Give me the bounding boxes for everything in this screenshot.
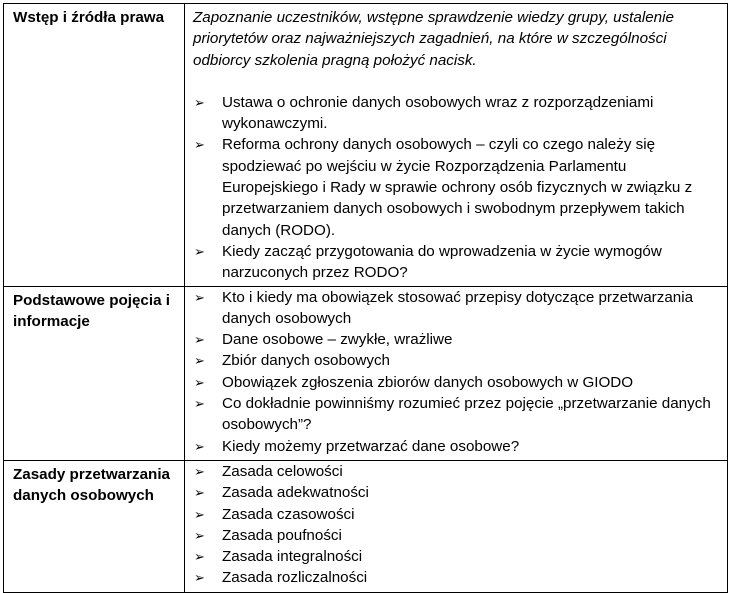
arrow-bullet-icon: ➢ — [194, 438, 205, 454]
list-item — [193, 372, 719, 393]
section-intro: Zapoznanie uczestników, wstępne sprawdzenie wiedzy grupy, ustalenie priorytetów oraz najważniejszych zagadnień, na które w szczególności odbiorcy szkolenia pragną położyć nacisk. — [193, 9, 674, 69]
arrow-bullet-icon: ➢ — [194, 94, 205, 110]
section-content — [185, 286, 728, 460]
arrow-bullet-icon: ➢ — [194, 289, 205, 305]
list-item-text: Zasada poufności — [222, 526, 342, 544]
list-item — [193, 504, 719, 525]
list-item-text: Zasada integralności — [222, 548, 363, 566]
list-item-text: Zasada rozliczalności — [222, 569, 368, 587]
section-topic: Wstęp i źródła prawa — [4, 4, 185, 287]
list-item-text: Zasada czasowości — [222, 505, 355, 523]
arrow-bullet-icon: ➢ — [194, 353, 205, 369]
arrow-bullet-icon: ➢ — [194, 463, 205, 479]
list-item-text: Dane osobowe – zwykłe, wrażliwe — [222, 331, 453, 349]
list-item-text: Zasada adekwatności — [222, 484, 369, 502]
arrow-bullet-icon: ➢ — [194, 396, 205, 412]
section-topic: Zasady przetwarzania danych osobowych — [4, 460, 185, 592]
list-item-text: Obowiązek zgłoszenia zbiorów danych osobowych w GIODO — [222, 373, 634, 391]
section-topic: Podstawowe pojęcia i informacje — [4, 286, 185, 460]
list-item — [193, 546, 719, 567]
list-item-text: Ustawa o ochronie danych osobowych wraz z rozporządzeniami wykonawczymi. — [222, 93, 654, 133]
arrow-bullet-icon: ➢ — [194, 243, 205, 259]
section-content — [185, 4, 728, 287]
list-item — [193, 482, 719, 503]
table-row — [4, 460, 728, 592]
list-item — [193, 134, 719, 240]
arrow-bullet-icon: ➢ — [194, 570, 205, 586]
list-item — [193, 393, 719, 436]
table-row — [4, 4, 728, 287]
list-item — [193, 329, 719, 350]
list-item-text: Zasada celowości — [222, 462, 343, 480]
arrow-bullet-icon: ➢ — [194, 527, 205, 543]
list-item — [193, 241, 719, 284]
table-row — [4, 286, 728, 460]
list-item-text: Zbiór danych osobowych — [222, 352, 390, 370]
arrow-bullet-icon: ➢ — [194, 549, 205, 565]
list-item-text: Reforma ochrony danych osobowych – czyli co czego należy się spodziewać po wejściu w życie Rozporządzenia Parlamentu Europejskiego i Rady w sprawie ochrony osób fizycznych w związku z przetwarzaniem danych osobowych i swobodnym przepływem takich danych (RODO). — [222, 136, 693, 239]
list-item — [193, 350, 719, 371]
list-item-text: Kiedy możemy przetwarzać dane osobowe? — [222, 437, 520, 455]
list-item — [193, 567, 719, 588]
list-item-text: Kto i kiedy ma obowiązek stosować przepisy dotyczące przetwarzania danych osobowych — [222, 288, 694, 327]
arrow-bullet-icon: ➢ — [194, 506, 205, 522]
arrow-bullet-icon: ➢ — [194, 374, 205, 390]
arrow-bullet-icon: ➢ — [194, 485, 205, 501]
bullet-list — [193, 92, 719, 284]
list-item — [193, 461, 719, 482]
section-content — [185, 460, 728, 592]
list-item-text: Co dokładnie powinniśmy rozumieć przez pojęcie „przetwarzanie danych osobowych”? — [222, 395, 711, 434]
training-agenda-table — [3, 3, 728, 593]
list-item — [193, 287, 719, 330]
list-item — [193, 525, 719, 546]
bullet-list — [193, 461, 719, 589]
bullet-list — [193, 287, 719, 457]
arrow-bullet-icon: ➢ — [194, 137, 205, 153]
arrow-bullet-icon: ➢ — [194, 332, 205, 348]
list-item — [193, 92, 719, 135]
list-item — [193, 436, 719, 457]
list-item-text: Kiedy zacząć przygotowania do wprowadzenia w życie wymogów narzuconych przez RODO? — [222, 242, 662, 282]
